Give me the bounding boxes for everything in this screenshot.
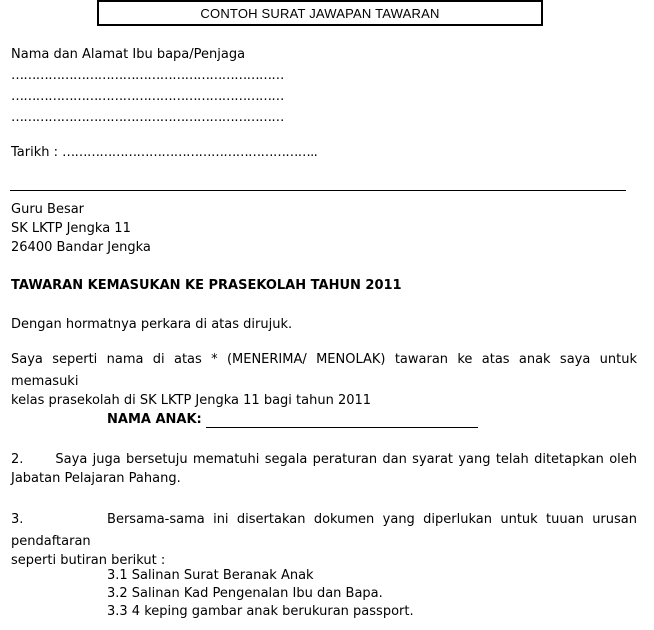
paragraph-1 [11,349,637,412]
paragraph-2 [11,449,637,490]
sender-label: Nama dan Alamat Ibu bapa/Penjaga [11,47,246,62]
separator-rule [10,190,626,191]
paragraph-3-number: 3. [11,512,24,527]
subject-heading: TAWARAN KEMASUKAN KE PRASEKOLAH TAHUN 2011 [11,278,402,293]
paragraph-1-line-2: kelas prasekolah di SK LKTP Jengka 11 bagi tahun 2011 [11,393,372,408]
greeting-text: Dengan hormatnya perkara di atas dirujuk. [11,317,293,332]
recipient-line-3: 26400 Bandar Jengka [11,240,151,255]
paragraph-2-text: Saya juga bersetuju mematuhi segala peraturan dan syarat yang telah ditetapkan oleh [55,452,637,467]
sender-dot-line-1: ………………………………………………………… [11,68,284,83]
document-title: CONTOH SURAT JAWAPAN TAWARAN [97,0,543,26]
sender-dot-line-3: ………………………………………………………… [11,110,284,125]
child-name-label: NAMA ANAK: [107,412,202,427]
paragraph-2-number: 2. [11,452,24,467]
paragraph-3-line-2: seperti butiran berikut : [11,553,166,568]
date-row [11,144,317,161]
document-list-item: 3.1 Salinan Surat Beranak Anak [107,568,314,583]
recipient-line-2: SK LKTP Jengka 11 [11,221,131,236]
date-label: Tarikh : [11,145,58,160]
paragraph-3-line-1 [11,509,637,553]
sender-dot-line-2: ………………………………………………………… [11,89,284,104]
date-dots: …………………………………………………….. [62,145,318,160]
child-name-blank-line[interactable] [206,413,478,428]
paragraph-3 [11,509,637,572]
paragraph-1-line-1: Saya seperti nama di atas * (MENERIMA/ MENOLAK) tawaran ke atas anak saya untuk memasuki [11,352,637,389]
paragraph-2-line-2: Jabatan Pelajaran Pahang. [11,471,181,486]
recipient-line-1: Guru Besar [11,202,85,217]
child-name-row [107,411,478,428]
document-list-item: 3.2 Salinan Kad Pengenalan Ibu dan Bapa. [107,586,383,601]
paragraph-3-text: Bersama-sama ini disertakan dokumen yang diperlukan untuk tuuan urusan pendaftaran [11,512,637,549]
document-list-item: 3.3 4 keping gambar anak berukuran passport. [107,604,414,619]
